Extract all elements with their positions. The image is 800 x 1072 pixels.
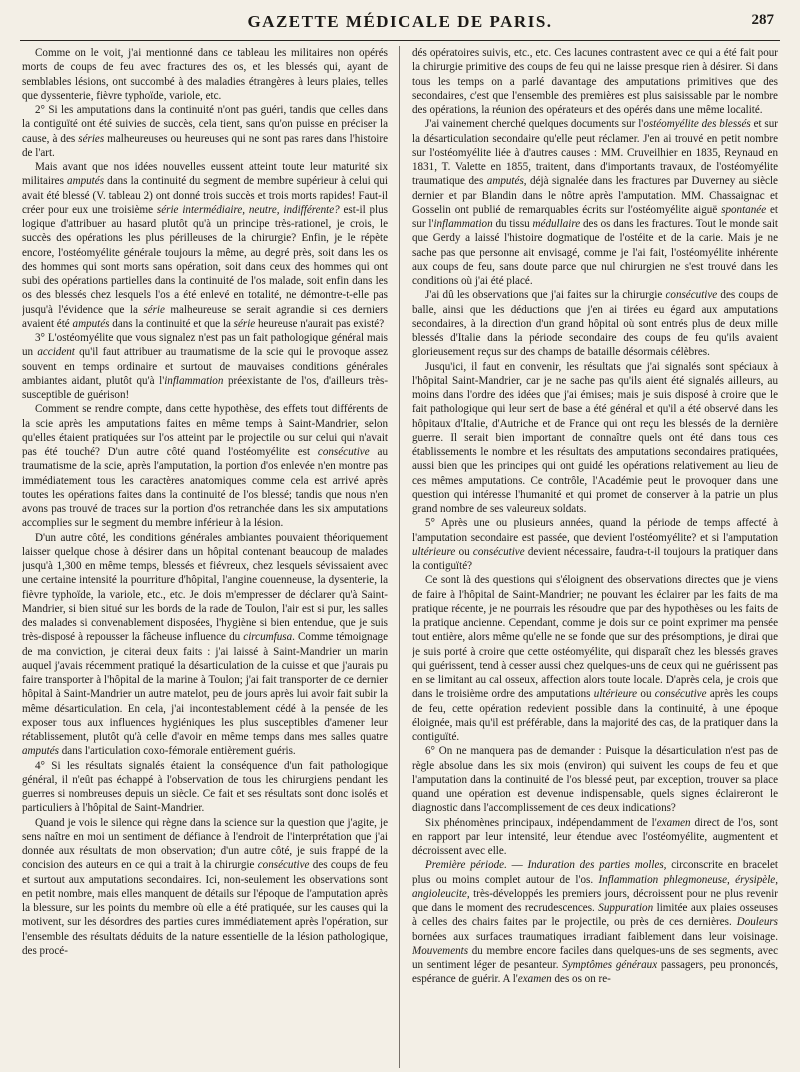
paragraph: Jusqu'ici, il faut en convenir, les résultats que j'ai signalés sont spéciaux à l'hôpital Saint-Mandrier, car je ne sache pas qu'ils aient été signalés ailleurs, au moins dans l'ordre des idées que j'ai émises; mais je suis disposé à croire que le fait pathologique qui leur sert de base a été général et qu'il a été observé dans les hôpitaux d'Italie, d'Autriche et de France qui ont reçu les blessés de la dernière guerre. Il serait bien important de connaître quels ont été dans tous ces établissements le nombre et les résultats des amputations secondaires pratiquées, aussi bien que les principes qui ont guidé les opérations relativement au lieu de ces mêmes amputations. Ce contrôle, l'Académie peut le provoquer dans une question qui intéresse l'humanité et qui promet de conserver à la patrie un plus grand nombre de ses valeureux soldats. bbox=[412, 360, 778, 515]
paragraph: 5° Après une ou plusieurs années, quand la période de temps affecté à l'amputation secondaire est passée, que devient l'ostéomyélite? et si l'amputation ultérieure ou consécutive devient nécessaire, faudra-t-il toujours la pratiquer dans la contiguïté? bbox=[412, 517, 778, 572]
page-header bbox=[20, 10, 780, 42]
paragraph: J'ai dû les observations que j'ai faites sur la chirurgie consécutive des coups de balle, ainsi que les déductions que j'en ai tirées eu égard aux amputations secondaires, à la direction d'un grand hôpital où sont entrés plus de deux mille blessés d'Italie dans la période secondaire des coups de feu qu'ils avaient glorieusement reçus sur des champs de bataille désormais célèbres. bbox=[412, 289, 778, 359]
paragraph: J'ai vainement cherché quelques documents sur l'ostéomyélite des blessés et sur la désarticulation secondaire qu'elle peut réclamer. J'en ai trouvé en petit nombre sur l'ostéomyélite liée à d'autres causes : MM. Cruveilhier en 1835, Reynaud en 1831, T. Valette en 1855, traitent, dans d'importants travaux, de l'ostéomyélite traumatique des amputés, déjà signalée dans les fractures par Duverney au siècle dernier et par Blandin dans le nôtre après l'amputation. MM. Chassaignac et Gosselin ont publié de remarquables écrits sur l'ostéomyélite aiguë spontanée et sur l'inflammation du tissu médullaire des os dans les fractures. Tout le monde sait que Gerdy a laissé l'histoire dogmatique de l'ostéite et de la carie. Mais je ne sache pas que personne ait envisagé, comme je l'ai fait, l'ostéomyélite inhérente aux coups de feu, sans doute parce que nul chirurgien ne s'est trouvé dans les conditions où j'ai été placé. bbox=[412, 118, 778, 287]
paragraph: 3° L'ostéomyélite que vous signalez n'est pas un fait pathologique général mais un accident qu'il faut attribuer au traumatisme de la scie qui le provoque assez souvent en temps ordinaire et surtout de mauvaises conditions générales ambiantes aidant, plutôt qu'à l'inflammation préexistante de l'os, d'ailleurs très-susceptible de guérison! bbox=[22, 332, 388, 401]
paragraph: 2° Si les amputations dans la continuité n'ont pas guéri, tandis que celles dans la contiguïté ont été suivies de succès, cela tient, sans qu'on puisse en préciser la cause, à des séries malheureuses ou heureuses qui ne sont pas rares dans l'histoire de l'art. bbox=[22, 104, 388, 159]
paragraph: Ce sont là des questions qui s'éloignent des observations directes que je viens de faire à l'hôpital de Saint-Mandrier; ne pouvant les éclairer par les faits de ma pratique récente, je ne pourrais les résoudre que par des hypothèses ou les faits de la pratique ancienne. Cependant, comme je dois sur ce point exprimer ma pensée tout entière, alors même qu'elle ne se fonde que sur des présomptions, je dirai que je suis porté à croire que cette ostéomyélite, qui disparaît chez les blessés graves qui guérissent, tend à cesser aussi chez quelques-uns de ceux qui ne guérissent pas en se limitant au cal osseux, affection alors toute locale. D'après cela, je crois que dans le troisième ordre des amputations ultérieure ou consécutive après les coups de feu, cette opération redevient possible dans la continuité, à une époque éloignée, mais qu'il est préférable, dans la majorité des cas, de la pratiquer dans la contiguïté. bbox=[412, 574, 778, 743]
paragraph: Six phénomènes principaux, indépendamment de l'examen direct de l'os, sont en rapport par leur intensité, leur étendue avec l'ostéomyélite, augmentent et décroissent avec elle. bbox=[412, 816, 778, 857]
header-rule bbox=[20, 40, 780, 41]
paragraph: Comme on le voit, j'ai mentionné dans ce tableau les militaires non opérés morts de coups de feu avec fractures des os, et les blessés qui, ayant de semblables lésions, ont succombé à des maladies étrangères à leurs plaies, telles que dyssenterie, fièvre typhoïde, variole, etc. bbox=[22, 47, 388, 102]
paragraph: D'un autre côté, les conditions générales ambiantes pouvaient théoriquement laisser quelque chose à désirer dans un hôpital contenant beaucoup de malades jusqu'à 1,300 en même temps, blessés et fiévreux, chez lesquels sévissaient avec une certaine intensité la pourriture d'hôpital, l'angine couenneuse, la dysenterie, la fièvre typhoïde, la variole, etc., etc. Je dois m'empresser de déclarer qu'à Saint-Mandrier, si bien situé sur les bords de la rade de Toulon, l'air est si pur, les salles des malades si convenablement disposées, l'hygiène si bien entendue, que je suis très-disposé à repousser la fâcheuse influence du circumfusa. Comme témoignage de ma conviction, je citerai deux faits : j'ai laissé à Saint-Mandrier un marin auquel j'avais récemment pratiqué la désarticulation de la cuisse et que j'aurais pu faire transporter à l'hôpital de la marine à Toulon; j'ai fait transporter de ce dernier hôpital à Saint-Mandrier un autre matelot, peu de jours après lui avoir fait subir la même désarticulation. En cela, j'ai incontestablement cédé à la pensée de les exposer tous aux influences hygiéniques les plus susceptibles d'amener leur rétablissement, plutôt qu'à celle d'avoir en même temps dans mes salles quatre amputés dans l'articulation coxo-fémorale entièrement guéris. bbox=[22, 531, 388, 758]
paragraph: dés opératoires suivis, etc., etc. Ces lacunes contrastent avec ce qui a été fait pour la chirurgie primitive des coups de feu qui ne laisse presque rien à désirer. Si dans tous les temps on a parlé davantage des amputations primitives que des secondaires, c'est que l'ensemble des premières est plus saisissable par le nombre des opérations, la réunion des opérateurs et des opérés dans une même localité. bbox=[412, 47, 778, 116]
page-number: 287 bbox=[751, 12, 774, 28]
paragraph: Quand je vois le silence qui règne dans la science sur la question que j'agite, je sens naître en moi un sentiment de défiance à l'endroit de l'interprétation que j'ai donnée aux résultats de mon observation; d'un autre côté, je suis frappé de la concision des auteurs en ce qui a trait à la chirurgie consécutive des coups de feu et surtout aux amputations secondaires. Ici, non-seulement les observations sont en petit nombre, mais elles manquent de détails sur l'époque de l'amputation après la blessure, sur les points du membre où elle a été pratiquée, sur les causes qui la motivent, sur les désordres des parties cures immédiatement après l'opération, sur l'ensemble des résultats déduits de la nature essentielle de la lésion pathologique, des procé- bbox=[22, 816, 388, 957]
two-column-body bbox=[22, 46, 778, 1068]
left-column bbox=[22, 46, 388, 1068]
paragraph: Première période. — Induration des parties molles, circonscrite en bracelet plus ou moins complet autour de l'os. Inflammation phlegmoneuse, érysipèle, angioleucite, très-développés les premiers jours, décroissent pour ne plus revenir que dans le moment des recrudescences. Suppuration limitée aux plaies osseuses à celles des chairs faites par le projectile, ou près de ces dernières. Douleurs bornées aux surfaces traumatiques irradiant faiblement dans leur voisinage. Mouvements du membre encore faciles dans quelques-uns de ses segments, avec un sentiment léger de pesanteur. Symptômes généraux passagers, peu prononcés, espérance de guérir. A l'examen des os on re- bbox=[412, 859, 778, 986]
paragraph: Comment se rendre compte, dans cette hypothèse, des effets tout différents de la scie après les amputations faites en même temps à Saint-Mandrier, selon qu'elles étaient pratiquées sur l'os atteint par le projectile ou sur celui qui n'avait pas été touché? D'un autre côté quand l'ostéomyélite est consécutive au traumatisme de la scie, après l'amputation, la portion d'os enlevée n'en montre pas immédiatement tous les caractères anatomiques comme cela est arrivé après toutes les opérations faites dans la continuité de l'os blessé; tandis que nous n'en avons pas trouvé de traces sur la portion d'os retranchée dans les six amputations accomplies sur le segment du membre inférieur à la lésion. bbox=[22, 403, 388, 530]
right-column bbox=[412, 46, 778, 1068]
column-divider bbox=[399, 46, 400, 1068]
paragraph: Mais avant que nos idées nouvelles eussent atteint toute leur maturité six militaires amputés dans la continuité du segment de membre supérieur à celui qui avait été blessé (V. tableau 2) ont donné trois succès et trois morts rapides! Faut-il créer pour eux une troisième série intermédiaire, neutre, indifférente? est-il plus logique d'attribuer au hasard plutôt qu'à un principe très-rationel, je crois, le succès des opérations les plus périlleuses de la chirurgie? Enfin, je le répète encore, l'ostéomyélite générale toujours la même, au degré près, soit dans les os des hommes qui sont morts sans opération, soit dans ceux des hommes qui ont subi des opérations partielles dans la continuité de l'os malade, soit enfin dans les os des blessés chez lesquels l'os a été enlevé en totalité, ne démontre-t-elle pas jusqu'à l'évidence que la série malheureuse se serait agrandie si ces derniers avaient été amputés dans la continuité et que la série heureuse n'aurait pas existé? bbox=[22, 161, 388, 330]
paragraph: 4° Si les résultats signalés étaient la conséquence d'un fait pathologique général, il n'eût pas échappé à l'observation de tous les chirurgiens pendant les guerres si nombreuses depuis un siècle. Ce fait et ses résultats sont donc isolés et particuliers à l'hôpital de Saint-Mandrier. bbox=[22, 759, 388, 815]
running-title: GAZETTE MÉDICALE DE PARIS. bbox=[247, 12, 553, 31]
paragraph: 6° On ne manquera pas de demander : Puisque la désarticulation n'est pas de règle absolue dans les six mois (environ) qui suivent les coups de feu et que l'amputation dans la continuité de l'os blessé peut, par exception, trouver sa place quand une opération est devenue indispensable, quels signes éclaireront le diagnostic dans l'accomplissement de ces deux indications? bbox=[412, 745, 778, 815]
